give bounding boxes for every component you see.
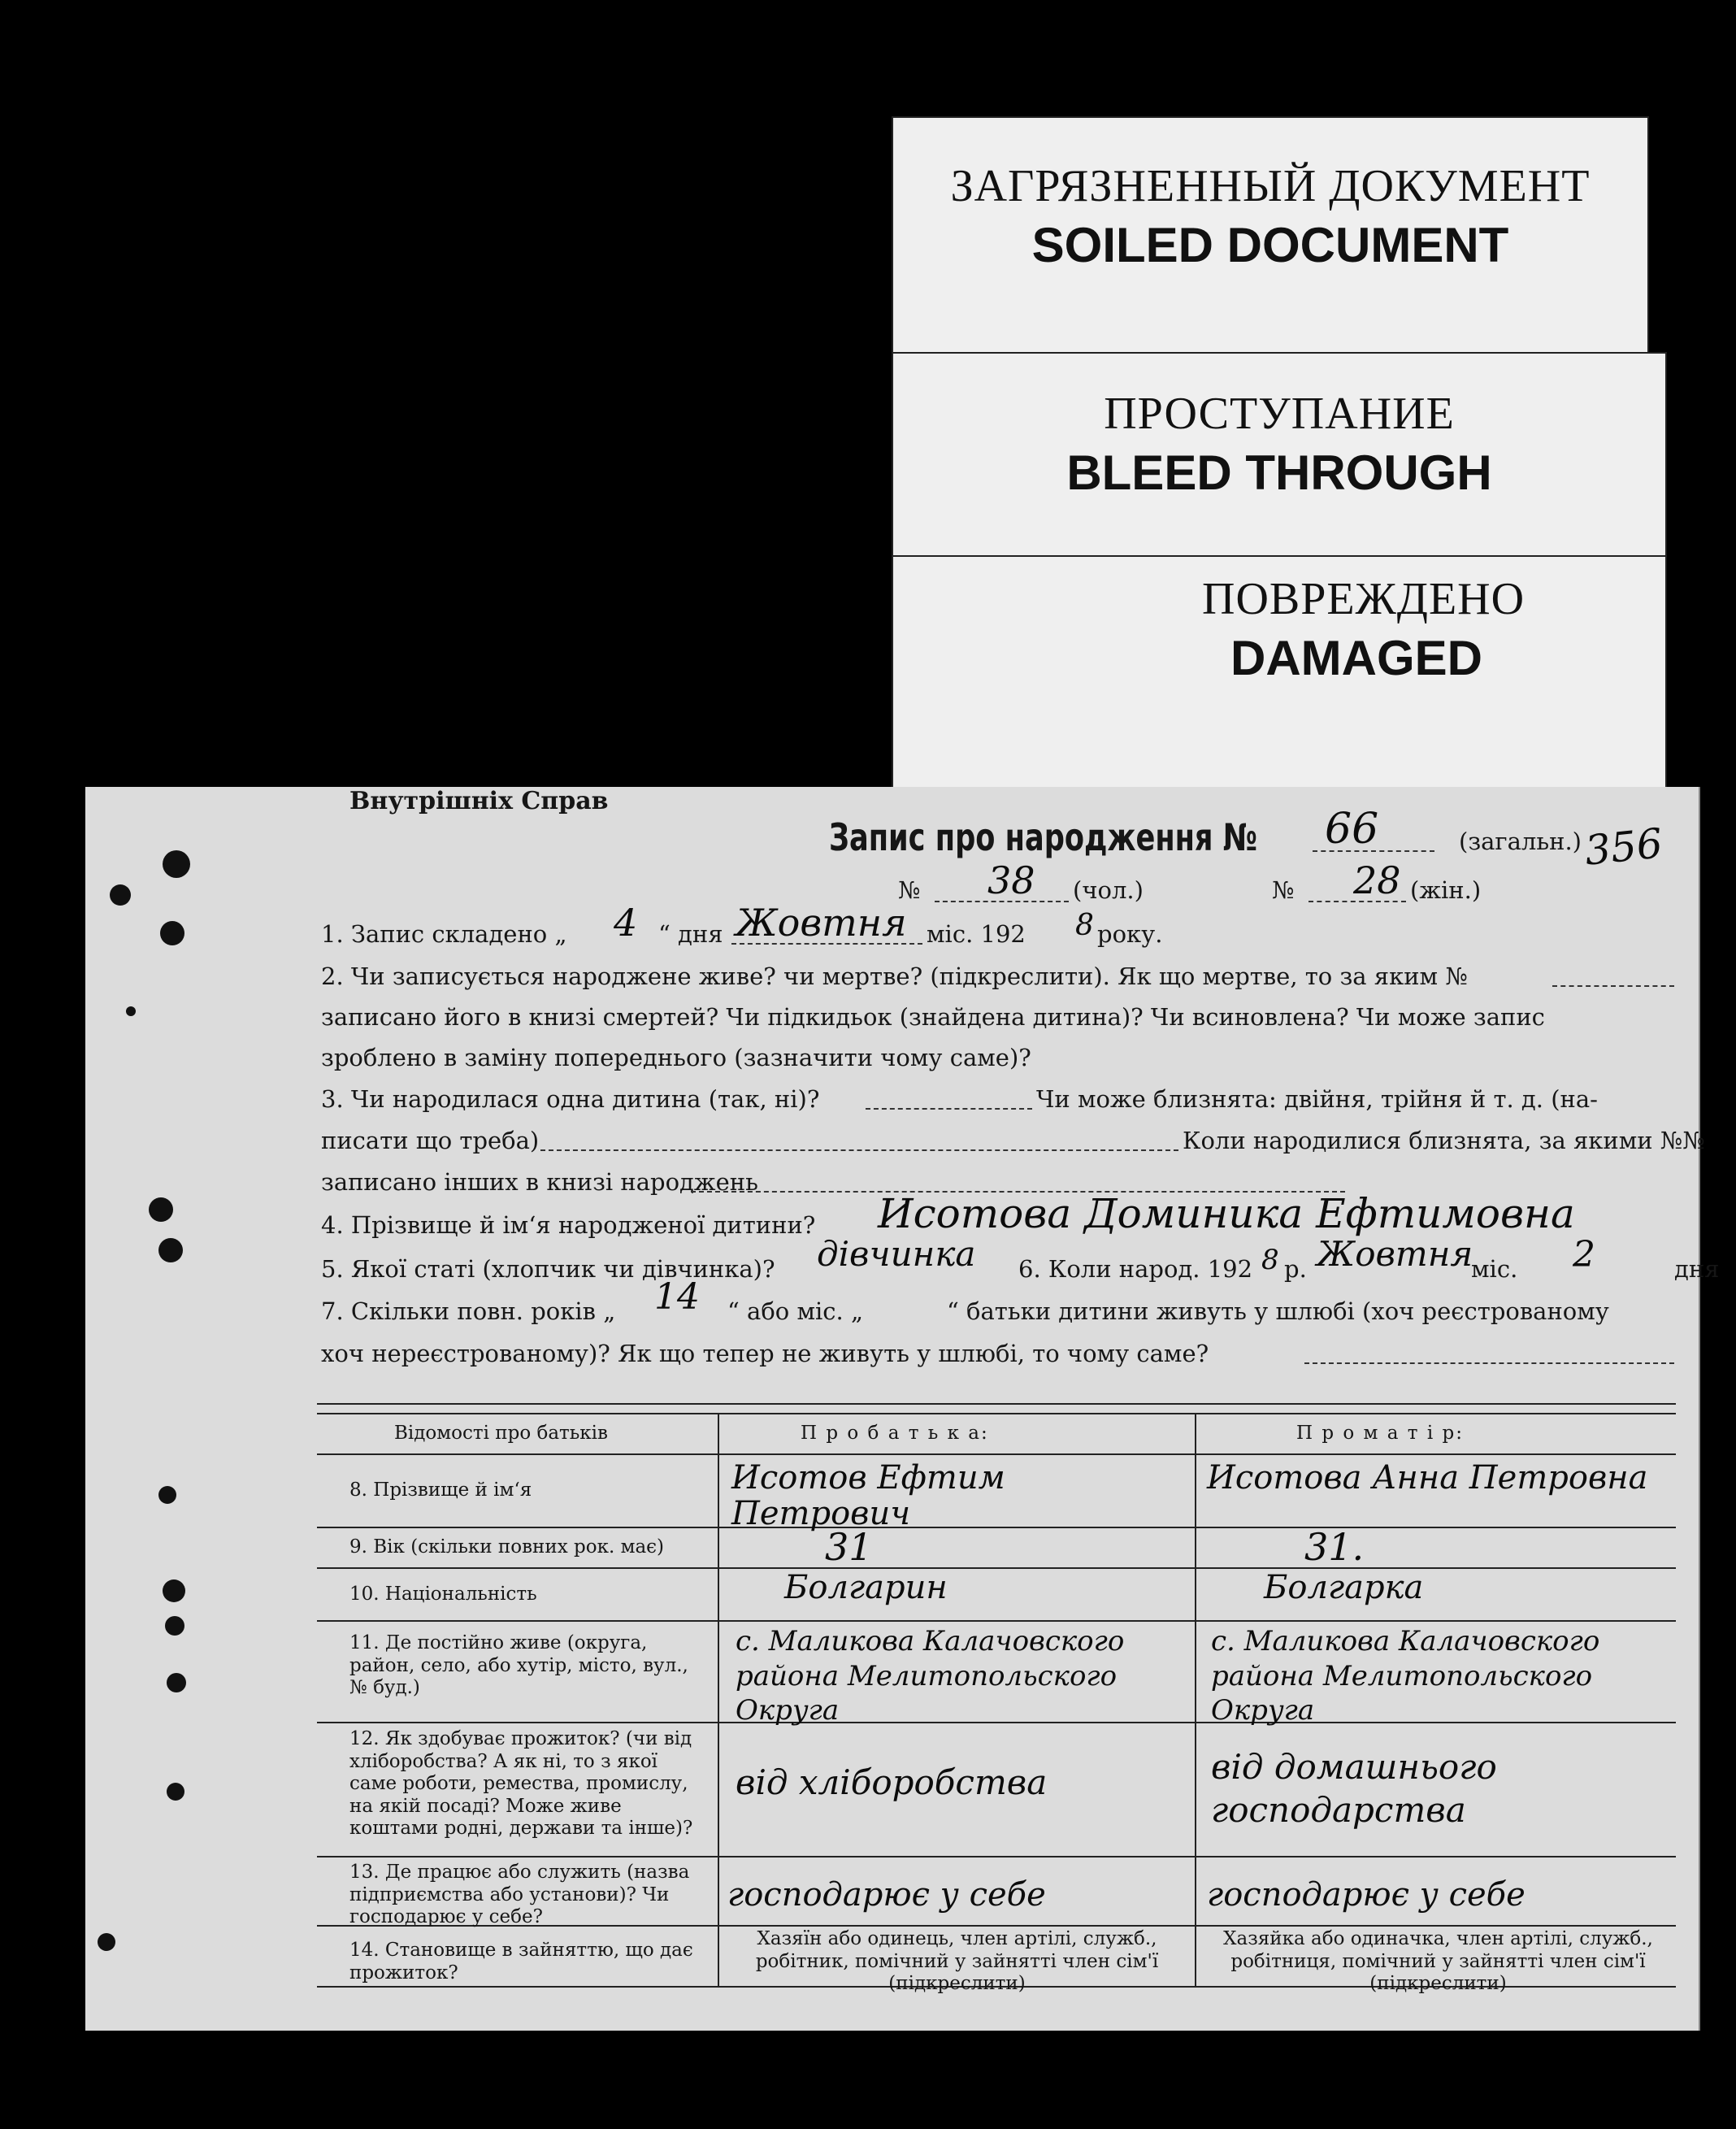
father-age: 31 [825,1525,873,1569]
row-label: 12. Як здобуває прожиток? (чи від хліборобства? А як ні, то з якої саме роботи, ремества, промислу, на якій посаді? Може живе коштами родні, держави та інше)? [349,1728,693,1840]
female-suffix: (жін.) [1410,876,1482,904]
punch-hole [126,1006,136,1016]
fill-line [1309,901,1406,902]
q7-label-c: “ батьки дитини живуть у шлюбі (хоч реєстрованому [947,1297,1609,1325]
table-row-rule [317,1620,1676,1622]
q7-label: 7. Скільки повн. років „ [321,1297,616,1325]
father-work-place: господарює у себе [727,1876,1046,1914]
mother-work-place: господарює у себе [1207,1876,1526,1914]
mother-age: 31. [1304,1525,1365,1569]
label-ru: ПРОСТУПАНИЕ [1104,389,1455,439]
label-en: BLEED THROUGH [1066,445,1492,500]
punch-hole [149,1197,173,1222]
mother-livelihood: від домашнього господарства [1211,1747,1497,1830]
record-title: Запис про народження № [829,815,1258,859]
q7-label-b: “ або міс. „ [727,1297,864,1325]
q6-year-digit: 8 [1261,1244,1279,1276]
label-ru: ПОВРЕЖДЕНО [1202,574,1526,624]
mother-name: Исотова Анна Петровна [1207,1459,1648,1497]
record-total-number: 66 [1325,805,1379,854]
q6-day: 2 [1573,1234,1595,1275]
q4-child-name: Исотова Доминика Ефтимовна [878,1190,1575,1237]
row-label: 10. Національність [349,1584,537,1605]
row-label: 14. Становище в зайняттю, що дає прожиток? [349,1940,693,1983]
q3-line1b: Чи може близнята: двійня, трійня й т. д. (на- [1036,1085,1598,1113]
q1-day: 4 [614,901,638,945]
q1-dnia: “ дня [658,920,723,948]
father-livelihood: від хліборобства [736,1762,1048,1802]
mother-nationality: Болгарка [1264,1569,1424,1606]
row-label: 9. Вік (скільки повних рок. має) [349,1536,665,1558]
table-row-rule [317,1856,1676,1857]
table-header-rule [317,1453,1676,1455]
q7-years: 14 [654,1276,700,1318]
table-header-parents: Відомості про батьків [394,1423,608,1444]
row-label: 11. Де постійно живе (округа, район, село, або хутір, місто, вул., № буд.) [349,1632,688,1699]
q4-label: 4. Прізвище й ім‘я народженої дитини? [321,1211,816,1239]
punch-hole [163,1579,185,1602]
q6-dnia: дня [1674,1255,1720,1283]
fill-line [935,901,1069,902]
fill-line [866,1108,1032,1110]
punch-hole [158,1486,176,1504]
fill-line [731,943,922,945]
q1-roku: року. [1097,920,1163,948]
male-record-number: 38 [987,858,1035,902]
label-en: SOILED DOCUMENT [1031,218,1509,272]
q3-line2b: Коли народилися близнята, за якими №№ [1183,1127,1705,1154]
ministry-heading: Внутрішніх Справ [349,787,609,815]
table-col-rule [718,1413,719,1986]
punch-hole [163,850,190,878]
birth-record-form [85,787,1720,2031]
table-header-mother: П р о м а т і р: [1296,1423,1464,1444]
table-header-father: П р о б а т ь к а: [801,1423,989,1444]
father-name: Исотов Ефтим Петрович [731,1459,1005,1532]
q3-line3: записано інших в книзі народжень [321,1168,758,1196]
male-no-prefix: № [898,876,921,904]
punch-hole [167,1673,186,1692]
female-no-prefix: № [1272,876,1295,904]
q1-month: Жовтня [736,901,907,945]
table-row-rule [317,1567,1676,1569]
page-number: 356 [1582,819,1665,875]
q7-line2: хоч нереєстрованому)? Як що тепер не живуть у шлюбі, то чому саме? [321,1340,1209,1367]
q3-line1: 3. Чи народилася одна дитина (так, ні)? [321,1085,820,1113]
fill-line [1313,850,1434,852]
q6-r: р. [1284,1255,1307,1283]
punch-hole [158,1238,183,1262]
punch-hole [110,884,131,906]
soiled-document-label [892,116,1649,355]
punch-hole [167,1783,184,1801]
father-occupation-status: Хазяїн або одинець, член артілі, служб., робітник, помічний у зайнятті член сім'ї (підкреслити) [755,1928,1159,1995]
punch-hole [160,921,184,945]
table-top-rule [317,1403,1676,1405]
fill-line [540,1149,1178,1151]
father-residence: с. Маликова Калачовского района Мелитопольского Округа [736,1625,1125,1727]
row-label: 13. Де працює або служить (назва підприємства або установи)? Чи господарює у себе? [349,1862,690,1928]
bleed-through-label [892,352,1667,565]
total-suffix: (загальн.) [1459,828,1582,855]
q6-mis: міс. [1471,1255,1518,1283]
punch-hole [165,1616,184,1636]
q5-label: 5. Якої статі (хлопчик чи дівчинка)? [321,1255,775,1283]
q2-line1: 2. Чи записується народжене живе? чи мертве? (підкреслити). Як що мертве, то за яким № [321,962,1468,990]
mother-occupation-status: Хазяйка або одиначка, член артілі, служб., робітниця, помічний у зайнятті член сім'ї (підкреслити) [1223,1928,1653,1995]
table-col-rule [1195,1413,1196,1986]
mother-residence: с. Маликова Калачовского района Мелитопольского Округа [1211,1625,1600,1727]
q6-label: 6. Коли народ. 192 [1018,1255,1253,1283]
punch-hole [98,1933,115,1951]
q5-sex: дівчинка [817,1234,976,1274]
row-label: 8. Прізвище й ім‘я [349,1479,532,1501]
label-ru: ЗАГРЯЗНЕННЫЙ ДОКУМЕНТ [950,161,1591,211]
label-en: DAMAGED [1230,631,1482,685]
q2-line3: зроблено в заміну попереднього (зазначити чому саме)? [321,1044,1031,1071]
q6-month: Жовтня [1317,1234,1473,1274]
q3-line2a: писати що треба) [321,1127,540,1154]
q1-label: 1. Запис складено „ [321,920,567,948]
fill-line [1552,985,1674,987]
q2-line2: записано його в книзі смертей? Чи підкидьок (знайдена дитина)? Чи всиновлена? Чи може запис [321,1003,1545,1031]
fill-line [1304,1362,1674,1364]
q1-mis: міс. 192 [927,920,1026,948]
father-nationality: Болгарин [784,1569,948,1606]
table-top-rule [317,1413,1676,1414]
male-suffix: (чол.) [1073,876,1144,904]
damaged-label [892,555,1667,794]
q1-year-digit: 8 [1075,909,1094,942]
female-record-number: 28 [1353,858,1401,902]
